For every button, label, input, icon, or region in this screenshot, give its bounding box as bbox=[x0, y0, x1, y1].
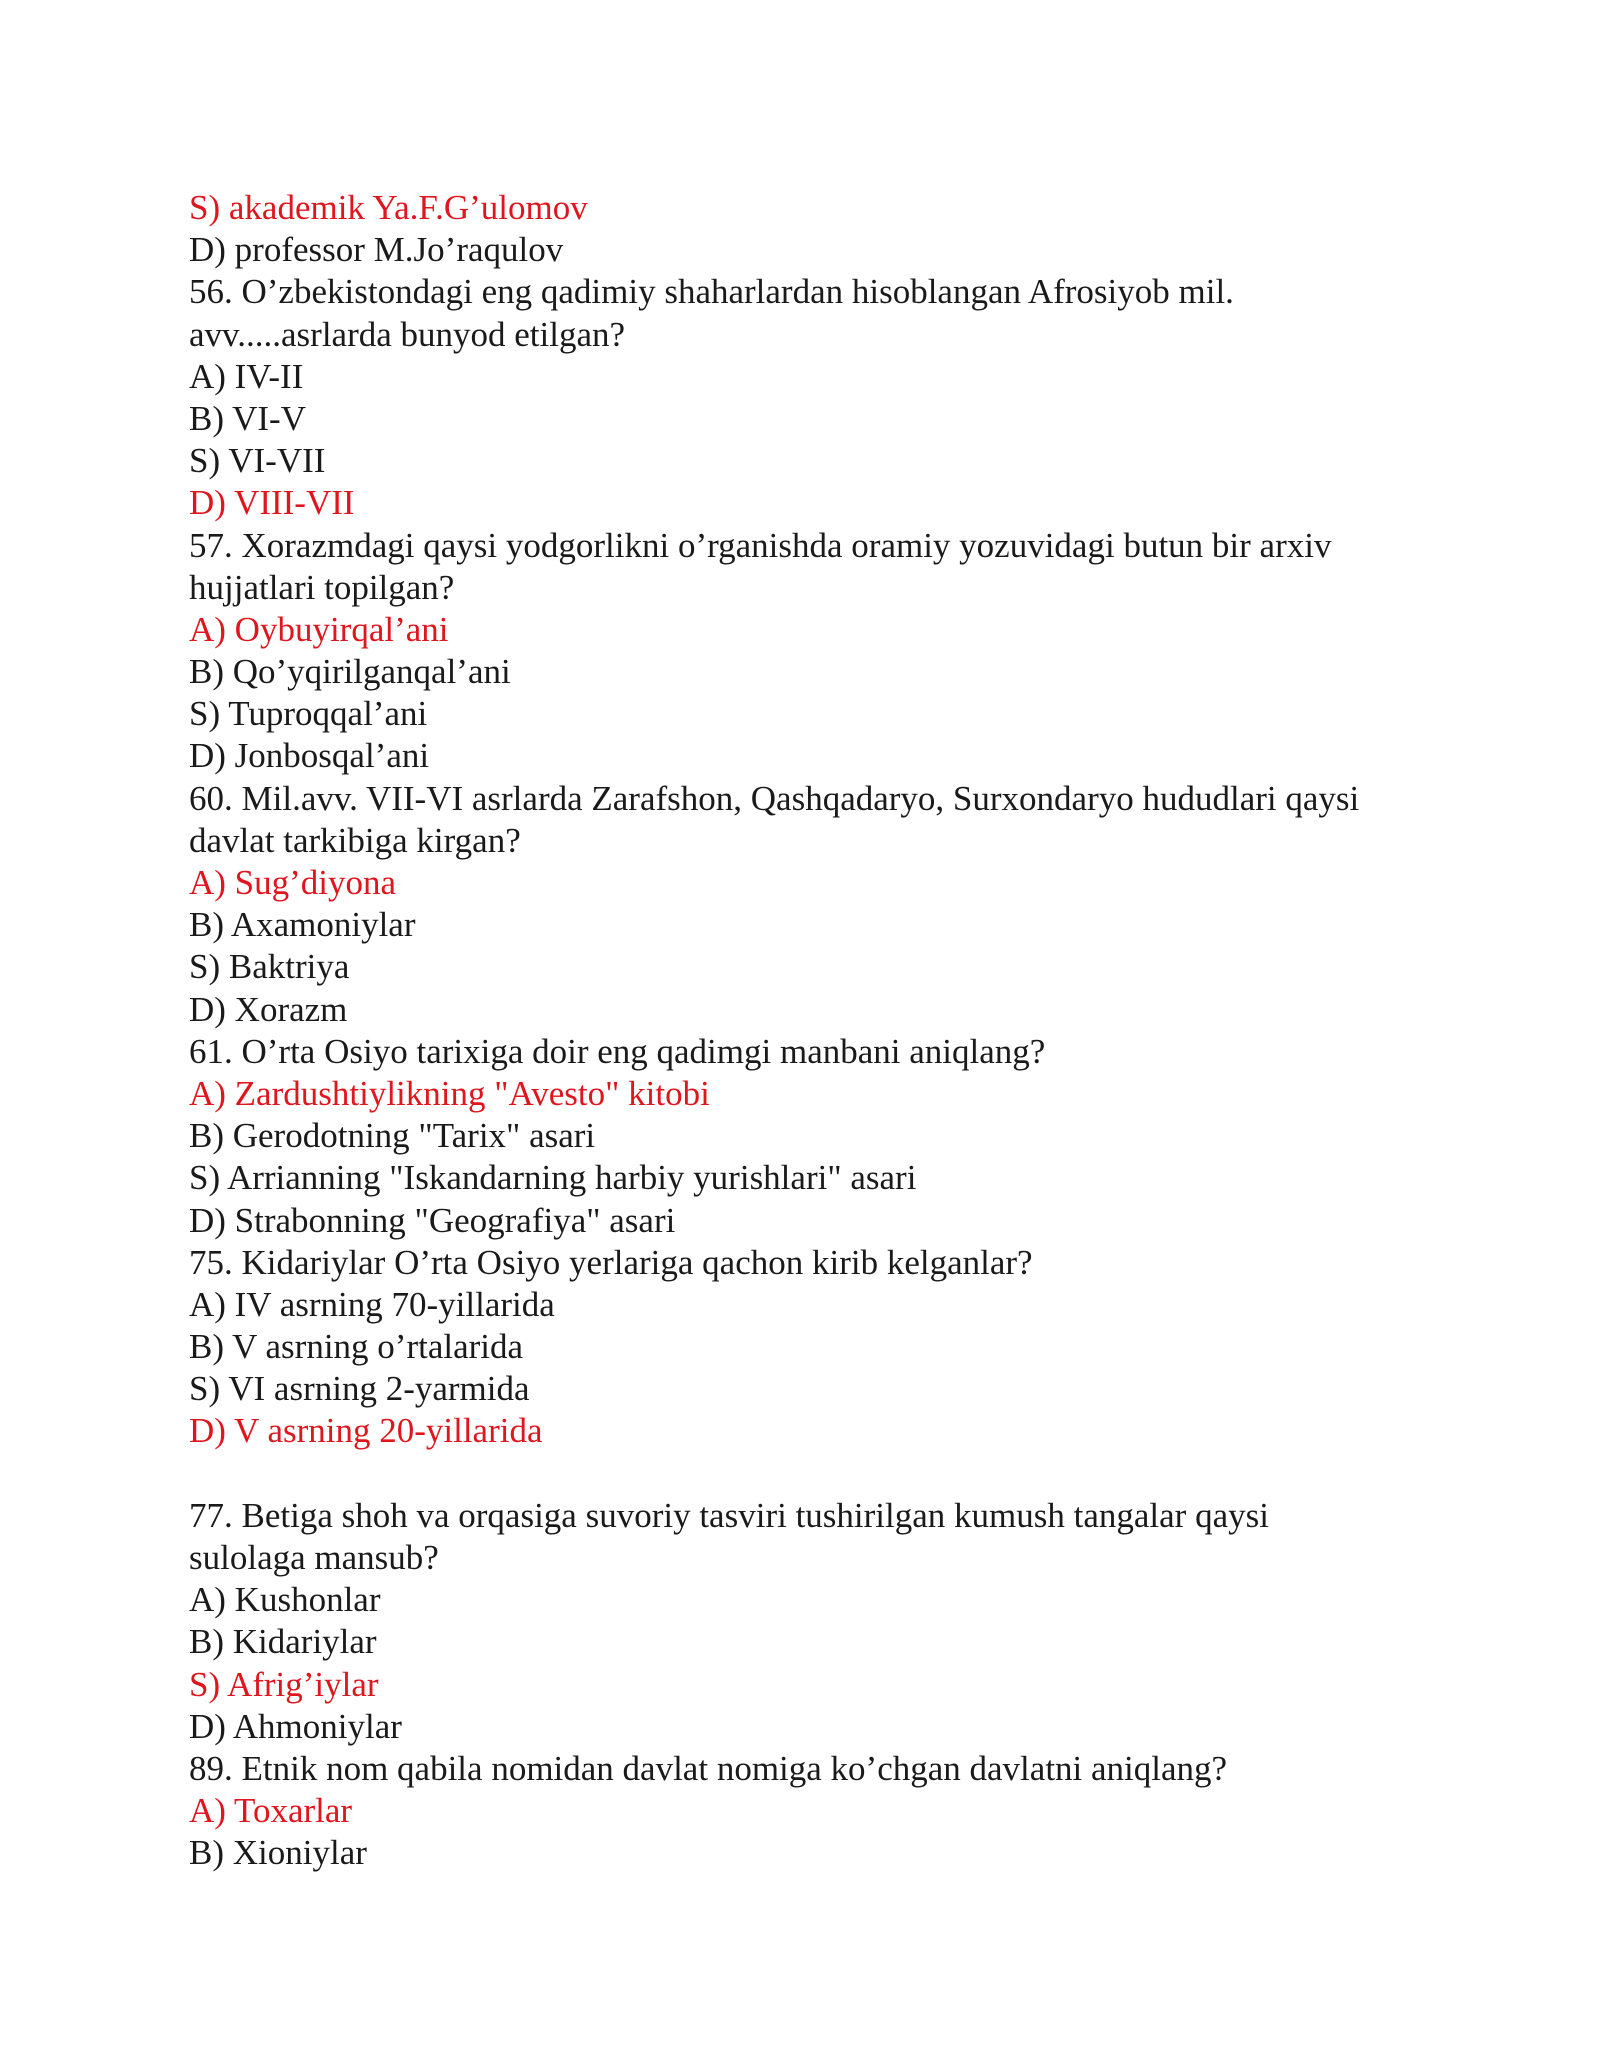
text-line: avv.....asrlarda bunyod etilgan? bbox=[189, 314, 626, 354]
question-line: 77. Betiga shoh va orqasiga suvoriy tasviri tushirilgan kumush tangalar qaysi bbox=[189, 1495, 1269, 1535]
text-line: D) Strabonning "Geografiya" asari bbox=[189, 1200, 676, 1240]
text-line: S) VI asrning 2-yarmida bbox=[189, 1369, 530, 1409]
text-line: A) IV asrning 70-yillarida bbox=[189, 1284, 555, 1324]
text-line: D) Jonbosqal’ani bbox=[189, 736, 430, 776]
correct-answer-line: D) VIII-VII bbox=[189, 483, 355, 523]
text-line: A) IV-II bbox=[189, 356, 304, 396]
text-line: D) Ahmoniylar bbox=[189, 1706, 402, 1746]
text-line: S) Tuproqqal’ani bbox=[189, 694, 428, 734]
correct-answer-line: A) Toxarlar bbox=[189, 1791, 353, 1831]
text-line: B) Qo’yqirilganqal’ani bbox=[189, 652, 511, 692]
text-line: sulolaga mansub? bbox=[189, 1538, 439, 1577]
text-line: B) V asrning o’rtalarida bbox=[189, 1327, 524, 1367]
text-line: D) Xorazm bbox=[189, 989, 348, 1029]
document-body bbox=[189, 187, 1449, 1875]
text-line: S) Arrianning "Iskandarning harbiy yurishlari" asari bbox=[189, 1158, 917, 1198]
text-line: A) Kushonlar bbox=[189, 1580, 381, 1620]
question-line: 60. Mil.avv. VII-VI asrlarda Zarafshon, Qashqadaryo, Surxondaryo hududlari qaysi bbox=[189, 778, 1360, 818]
question-line: 75. Kidariylar O’rta Osiyo yerlariga qachon kirib kelganlar? bbox=[189, 1242, 1033, 1282]
text-line: S) Baktriya bbox=[189, 947, 350, 987]
question-line: 89. Etnik nom qabila nomidan davlat nomiga ko’chgan davlatni aniqlang? bbox=[189, 1748, 1228, 1788]
text-line: B) Axamoniylar bbox=[189, 905, 416, 945]
correct-answer-line: A) Oybuyirqal’ani bbox=[189, 609, 449, 649]
blank-line bbox=[189, 1453, 1449, 1495]
correct-answer-line: D) V asrning 20-yillarida bbox=[189, 1411, 543, 1451]
correct-answer-line: A) Zardushtiylikning "Avesto" kitobi bbox=[189, 1073, 710, 1113]
text-line: hujjatlari topilgan? bbox=[189, 567, 455, 607]
text-line: davlat tarkibiga kirgan? bbox=[189, 820, 521, 860]
question-line: 56. O’zbekistondagi eng qadimiy shaharlardan hisoblangan Afrosiyob mil. bbox=[189, 272, 1234, 312]
text-line: B) Xioniylar bbox=[189, 1833, 367, 1873]
text-line: B) VI-V bbox=[189, 398, 306, 438]
question-line: 57. Xorazmdagi qaysi yodgorlikni o’rganishda oramiy yozuvidagi butun bir arxiv bbox=[189, 525, 1332, 565]
question-line: 61. O’rta Osiyo tarixiga doir eng qadimgi manbani aniqlang? bbox=[189, 1031, 1046, 1071]
correct-answer-line: S) Afrig’iylar bbox=[189, 1664, 379, 1704]
correct-answer-line: A) Sug’diyona bbox=[189, 863, 397, 902]
text-line: D) professor M.Jo’raqulov bbox=[189, 230, 564, 270]
text-line: B) Gerodotning "Tarix" asari bbox=[189, 1116, 596, 1156]
text-line: S) VI-VII bbox=[189, 441, 326, 481]
text-line: B) Kidariylar bbox=[189, 1622, 377, 1662]
correct-answer-line: S) akademik Ya.F.G’ulomov bbox=[189, 188, 588, 227]
